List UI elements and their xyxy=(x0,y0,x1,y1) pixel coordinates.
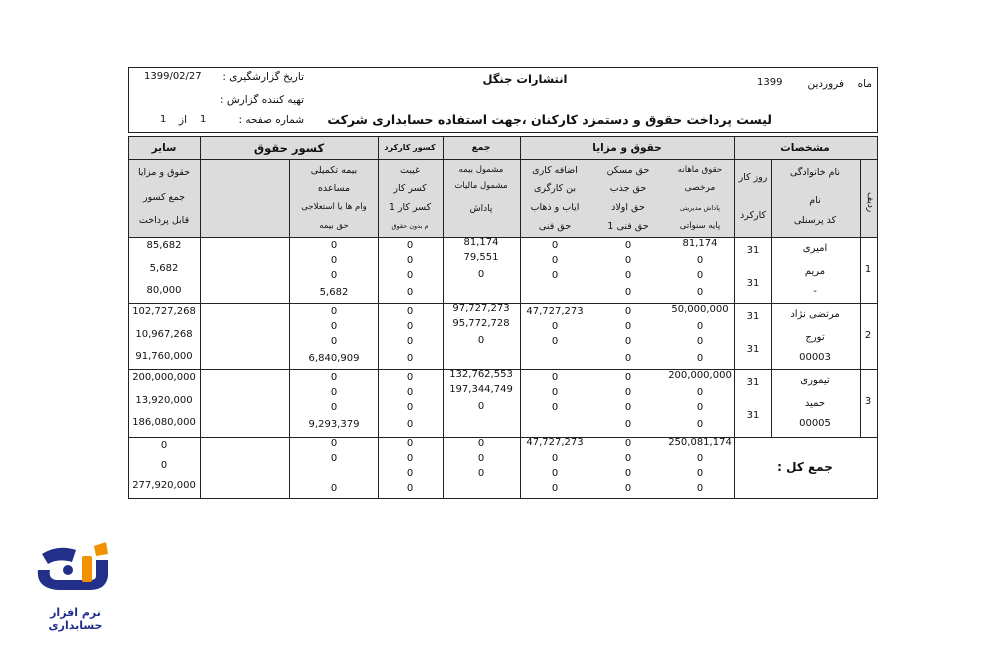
total-benefit-c-cell: 0 xyxy=(551,468,559,479)
benefit-c-cell: 0 xyxy=(551,402,559,413)
work-deduction-cell: 0 xyxy=(406,336,414,347)
work-days-cell: 31 xyxy=(746,344,760,355)
work-days-cell: 31 xyxy=(746,278,760,289)
work-deduction-cell: 0 xyxy=(406,240,414,251)
sub-work-ded-2: کسر کار 1 xyxy=(388,202,432,213)
benefit-b-cell: 0 xyxy=(624,372,632,383)
group-total: جمع xyxy=(471,143,491,153)
total-cell: 0 xyxy=(477,401,485,412)
logo-tagline: نرم افزار حسابداری xyxy=(48,606,103,632)
sub-benefits-c-2: ایاب و ذهاب xyxy=(530,202,580,213)
sub-work-ded-0: غیبت xyxy=(399,165,421,176)
sub-work-days-0: روز کار xyxy=(738,172,768,183)
total-benefit-b-cell: 0 xyxy=(624,483,632,494)
total-benefit-a-cell: 0 xyxy=(696,453,704,464)
sub-ded-3: حق بیمه xyxy=(319,221,349,231)
sub-row-no: ردیف xyxy=(865,192,875,213)
total-cell: 97,727,273 xyxy=(452,303,510,314)
grand-total-label: جمع کل : xyxy=(777,460,833,474)
total-benefit-b-cell: 0 xyxy=(624,438,632,449)
other-cell: 13,920,000 xyxy=(135,395,193,406)
deduction-cell: 0 xyxy=(330,240,338,251)
month-label: ماه xyxy=(857,78,872,90)
row-number: 2 xyxy=(864,330,872,341)
sub-names-1: نام xyxy=(809,195,821,206)
total-work-deduction-cell: 0 xyxy=(406,453,414,464)
total-total-cell: 0 xyxy=(477,468,485,479)
report-title: لیست پرداخت حقوق و دستمزد کارکنان ،جهت استفاده حسابداری شرکت xyxy=(327,112,772,127)
work-deduction-cell: 0 xyxy=(406,353,414,364)
farda-logo xyxy=(28,540,123,632)
total-benefit-c-cell: 0 xyxy=(551,483,559,494)
sub-work-days-1: کارکرد xyxy=(740,210,766,221)
benefit-a-cell: 0 xyxy=(696,255,704,266)
sub-other-0: حقوق و مزایا xyxy=(137,167,191,178)
benefit-b-cell: 0 xyxy=(624,419,632,430)
page-of-label: از xyxy=(179,114,187,126)
personnel-code: - xyxy=(813,286,817,297)
deduction-cell: 5,682 xyxy=(319,287,349,298)
benefit-c-cell: 0 xyxy=(551,387,559,398)
work-deduction-cell: 0 xyxy=(406,321,414,332)
benefit-a-cell: 0 xyxy=(696,336,704,347)
benefit-b-cell: 0 xyxy=(624,270,632,281)
benefit-c-cell: 47,727,273 xyxy=(526,306,584,317)
deduction-cell: 0 xyxy=(330,387,338,398)
other-cell: 85,682 xyxy=(146,240,182,251)
other-cell: 102,727,268 xyxy=(132,306,196,317)
sub-total-2: پاداش xyxy=(469,204,493,214)
employee-name: حمید xyxy=(804,398,826,409)
employee-name: امیری xyxy=(802,243,828,254)
work-deduction-cell: 0 xyxy=(406,255,414,266)
report-month: فروردین xyxy=(807,78,844,90)
personnel-code: 00003 xyxy=(799,352,831,363)
total-cell: 81,174 xyxy=(463,237,499,248)
sub-benefits-b-1: حق جذب xyxy=(609,183,647,194)
sub-benefits-b-2: حق اولاد xyxy=(611,202,645,213)
sub-names-0: نام خانوادگی xyxy=(789,167,841,178)
other-cell: 10,967,268 xyxy=(135,329,193,340)
sub-other-1: جمع کسور xyxy=(143,192,185,203)
benefit-c-cell: 0 xyxy=(551,372,559,383)
employee-name: تیموری xyxy=(800,375,830,386)
sub-work-ded-3: م بدون حقوق xyxy=(391,222,429,230)
benefit-a-cell: 50,000,000 xyxy=(671,304,729,315)
benefit-a-cell: 0 xyxy=(696,353,704,364)
total-benefit-a-cell: 0 xyxy=(696,483,704,494)
deduction-cell: 6,840,909 xyxy=(308,353,360,364)
benefit-b-cell: 0 xyxy=(624,240,632,251)
sub-names-2: کد پرسنلی xyxy=(793,215,837,226)
total-deduction-cell: 0 xyxy=(330,438,338,449)
other-cell: 5,682 xyxy=(149,263,179,274)
benefit-c-cell: 0 xyxy=(551,321,559,332)
total-deduction-cell: 0 xyxy=(330,453,338,464)
benefit-b-cell: 0 xyxy=(624,287,632,298)
deduction-cell: 0 xyxy=(330,321,338,332)
work-deduction-cell: 0 xyxy=(406,270,414,281)
benefit-c-cell: 0 xyxy=(551,270,559,281)
benefit-c-cell: 0 xyxy=(551,336,559,347)
benefit-a-cell: 200,000,000 xyxy=(668,370,732,381)
total-benefit-c-cell: 47,727,273 xyxy=(526,437,584,448)
work-days-cell: 31 xyxy=(746,245,760,256)
other-cell: 200,000,000 xyxy=(132,372,196,383)
report-year: 1399 xyxy=(757,77,783,88)
sub-benefits-a-0: حقوق ماهانه xyxy=(677,165,723,175)
benefit-a-cell: 81,174 xyxy=(682,238,718,249)
report-date-label: تاریخ گزارشگیری : xyxy=(222,71,304,83)
page-current: 1 xyxy=(200,114,207,125)
deduction-cell: 9,293,379 xyxy=(308,419,360,430)
total-cell: 79,551 xyxy=(463,252,499,263)
work-days-cell: 31 xyxy=(746,377,760,388)
total-work-deduction-cell: 0 xyxy=(406,468,414,479)
total-benefit-b-cell: 0 xyxy=(624,468,632,479)
total-benefit-a-cell: 0 xyxy=(696,468,704,479)
work-deduction-cell: 0 xyxy=(406,372,414,383)
group-other: سایر xyxy=(151,142,177,154)
benefit-b-cell: 0 xyxy=(624,321,632,332)
other-cell: 186,080,000 xyxy=(132,417,196,428)
benefit-b-cell: 0 xyxy=(624,336,632,347)
deduction-cell: 0 xyxy=(330,372,338,383)
work-deduction-cell: 0 xyxy=(406,419,414,430)
sub-other-2: قابل پرداخت xyxy=(138,215,190,226)
benefit-b-cell: 0 xyxy=(624,353,632,364)
total-other-cell: 0 xyxy=(160,440,168,451)
sub-benefits-a-3: پایه سنواتی xyxy=(679,221,721,231)
employee-name: تورج xyxy=(805,332,825,343)
logo-mark-icon xyxy=(28,540,123,598)
employee-name: مرتضی نژاد xyxy=(790,309,840,320)
total-cell: 95,772,728 xyxy=(452,318,510,329)
total-work-deduction-cell: 0 xyxy=(406,483,414,494)
group-specs: مشخصات xyxy=(780,142,830,154)
work-deduction-cell: 0 xyxy=(406,306,414,317)
deduction-cell: 0 xyxy=(330,270,338,281)
total-benefit-a-cell: 250,081,174 xyxy=(668,437,732,448)
other-cell: 91,760,000 xyxy=(135,351,193,362)
deduction-cell: 0 xyxy=(330,336,338,347)
benefit-a-cell: 0 xyxy=(696,270,704,281)
company-name: انتشارات جنگل xyxy=(482,72,568,86)
deduction-cell: 0 xyxy=(330,255,338,266)
sub-benefits-b-3: حق فنی 1 xyxy=(607,221,649,232)
sub-benefits-a-1: مرخصی xyxy=(684,183,716,193)
benefit-c-cell: 0 xyxy=(551,255,559,266)
benefit-b-cell: 0 xyxy=(624,306,632,317)
sub-ded-2: وام ها یا استعلاجی xyxy=(301,202,367,212)
benefit-a-cell: 0 xyxy=(696,402,704,413)
employee-name: مریم xyxy=(804,266,826,277)
work-deduction-cell: 0 xyxy=(406,387,414,398)
work-days-cell: 31 xyxy=(746,410,760,421)
page-number-label: شماره صفحه : xyxy=(238,114,304,126)
benefit-a-cell: 0 xyxy=(696,387,704,398)
benefit-a-cell: 0 xyxy=(696,287,704,298)
page-total: 1 xyxy=(160,114,167,125)
sub-ded-1: مساعده xyxy=(317,183,351,194)
sub-benefits-a-2: پاداش مدیریتی xyxy=(680,204,720,212)
work-deduction-cell: 0 xyxy=(406,402,414,413)
benefit-b-cell: 0 xyxy=(624,255,632,266)
group-salary-benefits: حقوق و مزایا xyxy=(592,142,662,154)
sub-benefits-c-3: حق فنی xyxy=(538,221,572,232)
total-benefit-b-cell: 0 xyxy=(624,453,632,464)
total-deduction-cell: 0 xyxy=(330,483,338,494)
benefit-a-cell: 0 xyxy=(696,321,704,332)
preparer-label: تهیه کننده گزارش : xyxy=(219,94,304,106)
benefit-b-cell: 0 xyxy=(624,387,632,398)
benefit-a-cell: 0 xyxy=(696,419,704,430)
deduction-cell: 0 xyxy=(330,306,338,317)
benefit-b-cell: 0 xyxy=(624,402,632,413)
total-cell: 0 xyxy=(477,269,485,280)
total-other-cell: 0 xyxy=(160,460,168,471)
total-work-deduction-cell: 0 xyxy=(406,438,414,449)
benefit-c-cell: 0 xyxy=(551,240,559,251)
personnel-code: 00005 xyxy=(799,418,831,429)
total-cell: 132,762,553 xyxy=(449,369,513,380)
row-number: 1 xyxy=(864,264,872,275)
row-number: 3 xyxy=(864,396,872,407)
total-total-cell: 0 xyxy=(477,453,485,464)
sub-work-ded-1: کسر کار xyxy=(393,183,427,194)
work-deduction-cell: 0 xyxy=(406,287,414,298)
sub-benefits-c-1: بن کارگری xyxy=(533,183,577,194)
total-total-cell: 0 xyxy=(477,438,485,449)
report-date-value: 1399/02/27 xyxy=(144,71,202,82)
group-work-deductions: کسور کارکرد xyxy=(384,143,436,152)
total-cell: 197,344,749 xyxy=(449,384,513,395)
work-days-cell: 31 xyxy=(746,311,760,322)
total-cell: 0 xyxy=(477,335,485,346)
sub-total-1: مشمول مالیات xyxy=(454,181,508,191)
total-benefit-c-cell: 0 xyxy=(551,453,559,464)
other-cell: 80,000 xyxy=(146,285,182,296)
deduction-cell: 0 xyxy=(330,402,338,413)
total-other-cell: 277,920,000 xyxy=(132,480,196,491)
sub-total-0: مشمول بیمه xyxy=(458,165,504,175)
sub-benefits-c-0: اضافه کاری xyxy=(532,165,578,176)
sub-benefits-b-0: حق مسکن xyxy=(606,165,650,176)
sub-ded-0: بیمه تکمیلی xyxy=(310,165,358,176)
group-deductions: کسور حقوق xyxy=(253,141,325,155)
